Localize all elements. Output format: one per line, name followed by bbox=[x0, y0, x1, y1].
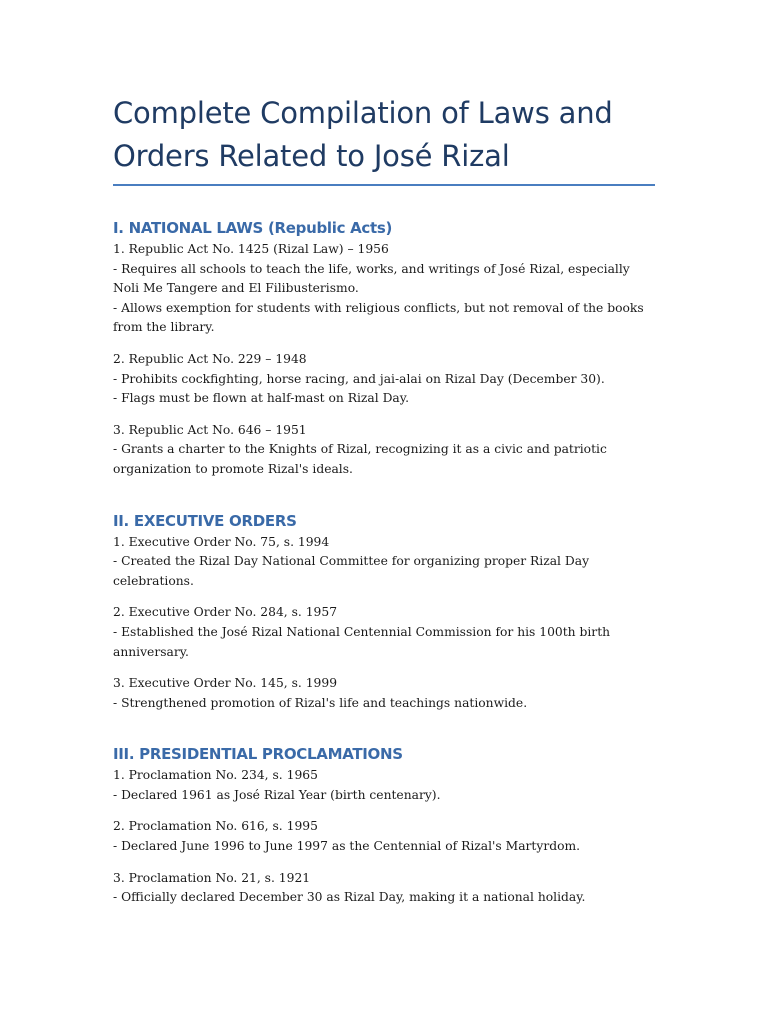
title-underline bbox=[113, 184, 655, 186]
document-title: Complete Compilation of Laws and Orders Related to José Rizal bbox=[113, 96, 613, 173]
item-detail: - Prohibits cockfighting, horse racing, and jai-alai on Rizal Day (December 30). bbox=[113, 371, 605, 386]
item-label: 3. Executive Order No. 145, s. 1999 bbox=[113, 676, 338, 691]
item-detail: - Requires all schools to teach the life, works, and writings of José Rizal, especially Noli Me Tangere and El Filibusterismo. bbox=[113, 261, 630, 296]
item-label: 1. Executive Order No. 75, s. 1994 bbox=[113, 534, 330, 549]
item-label: 2. Executive Order No. 284, s. 1957 bbox=[113, 605, 338, 620]
list-item bbox=[113, 674, 655, 713]
list-item bbox=[113, 817, 655, 856]
item-detail: - Declared June 1996 to June 1997 as the Centennial of Rizal's Martyrdom. bbox=[113, 839, 581, 854]
list-item bbox=[113, 603, 655, 662]
item-detail: - Established the José Rizal National Centennial Commission for his 100th birth anniversary. bbox=[113, 624, 611, 659]
section-heading: II. EXECUTIVE ORDERS bbox=[113, 511, 297, 530]
item-detail: - Declared 1961 as José Rizal Year (birth centenary). bbox=[113, 787, 441, 802]
item-label: 1. Republic Act No. 1425 (Rizal Law) – 1956 bbox=[113, 242, 389, 256]
section-executive-orders bbox=[113, 511, 655, 714]
list-item bbox=[113, 421, 655, 480]
list-item bbox=[113, 766, 655, 805]
item-detail: - Created the Rizal Day National Committee for organizing proper Rizal Day celebrations. bbox=[113, 554, 590, 588]
section-heading: III. PRESIDENTIAL PROCLAMATIONS bbox=[113, 745, 403, 764]
item-detail: - Officially declared December 30 as Rizal Day, making it a national holiday. bbox=[113, 890, 586, 905]
section-national-laws bbox=[113, 218, 655, 480]
item-detail: - Flags must be flown at half-mast on Rizal Day. bbox=[113, 391, 409, 406]
item-label: 3. Republic Act No. 646 – 1951 bbox=[113, 422, 307, 437]
item-detail: - Grants a charter to the Knights of Rizal, recognizing it as a civic and patriotic organization to promote Rizal's ideals. bbox=[113, 442, 607, 476]
item-detail: - Allows exemption for students with religious conflicts, but not removal of the books from the library. bbox=[113, 300, 644, 335]
list-item bbox=[113, 533, 655, 592]
item-label: 2. Proclamation No. 616, s. 1995 bbox=[113, 819, 318, 834]
section-heading: I. NATIONAL LAWS (Republic Acts) bbox=[113, 219, 393, 237]
item-detail: - Strengthened promotion of Rizal's life and teachings nationwide. bbox=[113, 695, 528, 710]
document-page bbox=[113, 92, 655, 920]
list-item bbox=[113, 350, 655, 409]
section-presidential-proclamations bbox=[113, 744, 655, 908]
item-label: 3. Proclamation No. 21, s. 1921 bbox=[113, 870, 311, 885]
item-label: 2. Republic Act No. 229 – 1948 bbox=[113, 351, 307, 366]
list-item bbox=[113, 869, 655, 908]
item-label: 1. Proclamation No. 234, s. 1965 bbox=[113, 768, 318, 783]
list-item bbox=[113, 240, 655, 338]
